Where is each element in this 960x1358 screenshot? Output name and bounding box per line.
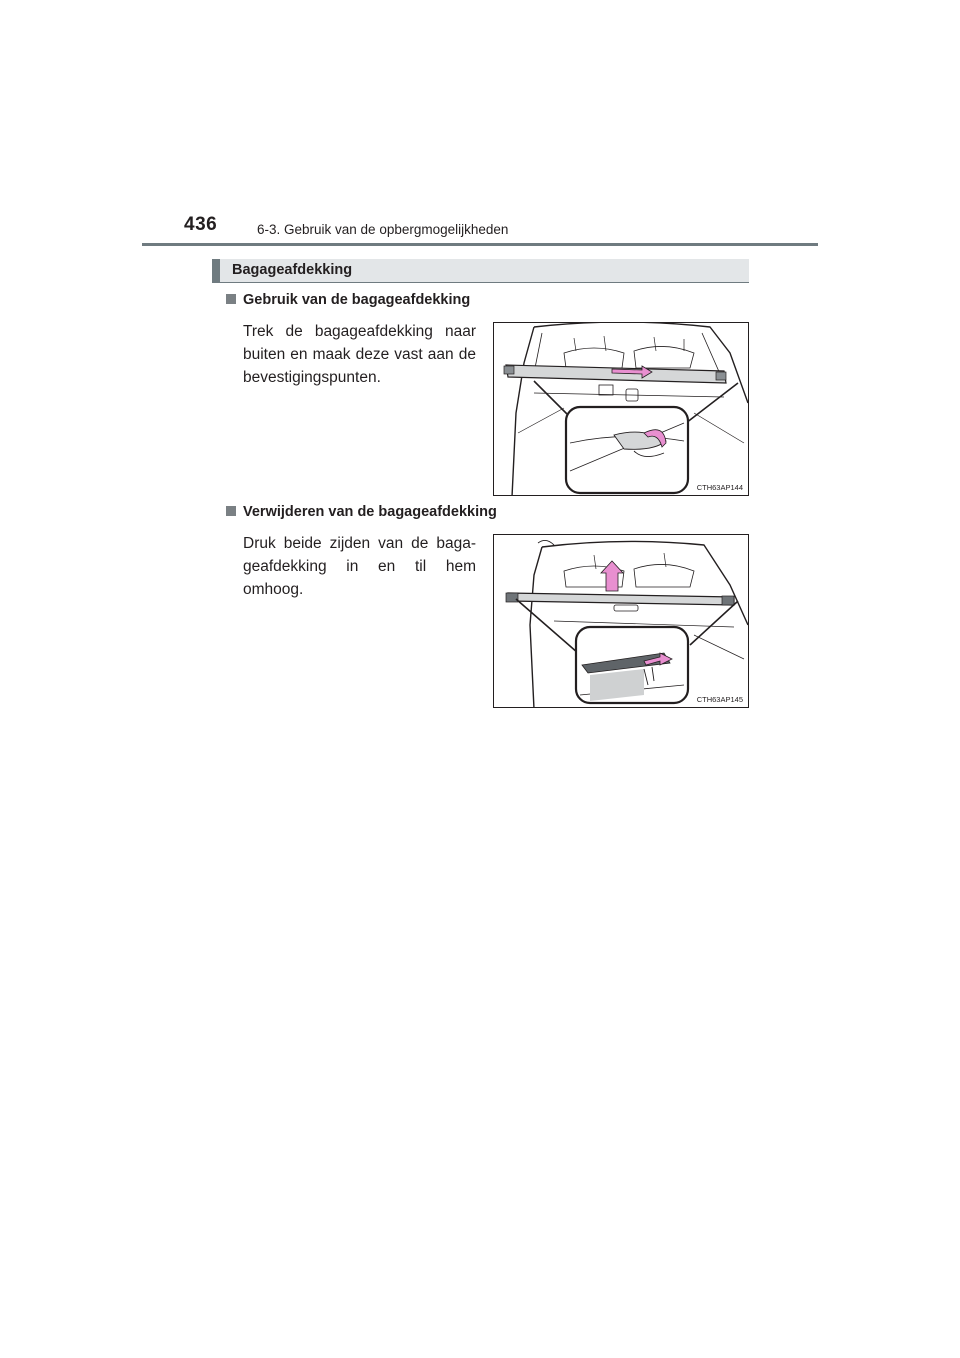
figure-cover-pull [493, 322, 749, 496]
subheading-remove-text: Verwijderen van de bagageafdekking [243, 504, 497, 520]
square-bullet-icon [226, 506, 236, 516]
subheading-use-text: Gebruik van de bagageafdekking [243, 292, 471, 308]
figure-code: CTH63AP144 [696, 483, 743, 492]
section-title: Bagageafdekking [232, 262, 353, 278]
chapter-title: 6-3. Gebruik van de opbergmogelijkheden [257, 222, 509, 237]
cover-pull-illustration [494, 323, 749, 496]
page-number: 436 [184, 214, 218, 235]
cover-remove-illustration [494, 535, 749, 708]
figure-code: CTH63AP145 [696, 695, 743, 704]
subheading-use [226, 292, 470, 308]
lift-arrow-icon [601, 561, 623, 591]
instruction-use: Trek de bagageafdekking naar buiten en maak deze vast aan de bevestigingspunten. [243, 323, 476, 386]
section-header [212, 259, 749, 283]
instruction-remove: Druk beide zijden van de baga-geafdekking in en til hem omhoog. [243, 535, 476, 598]
square-bullet-icon [226, 294, 236, 304]
subheading-remove [226, 504, 497, 520]
header-divider [142, 243, 818, 246]
figure-cover-remove [493, 534, 749, 708]
